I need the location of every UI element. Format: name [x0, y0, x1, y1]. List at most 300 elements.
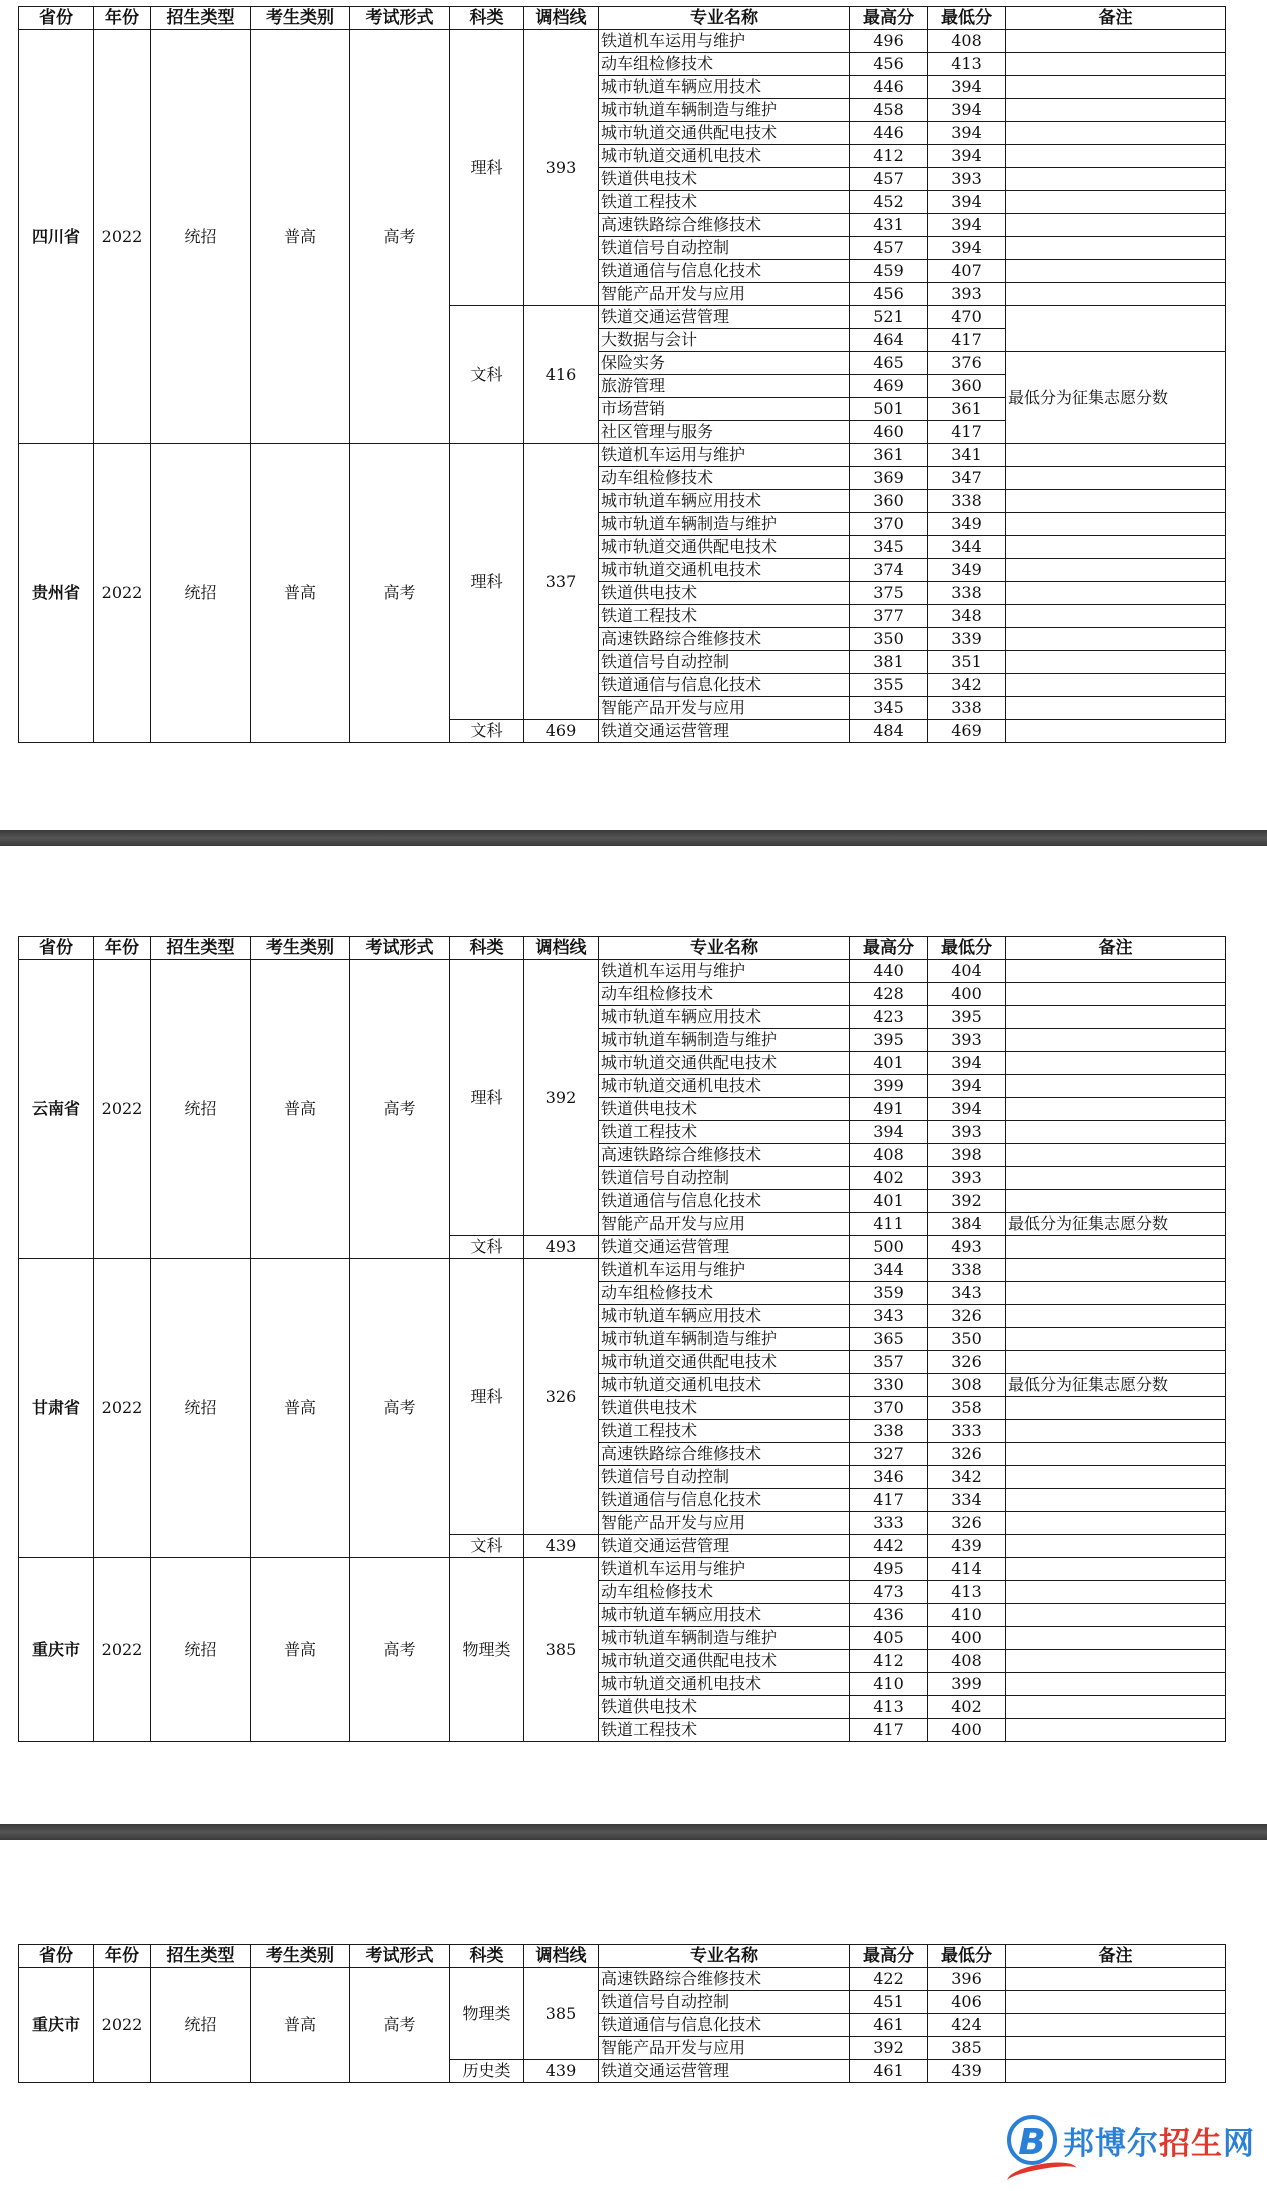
max-score-cell: 495	[850, 1558, 928, 1581]
note-cell	[1006, 1167, 1226, 1190]
min-score-cell: 349	[928, 513, 1006, 536]
admission-type-cell: 统招	[151, 960, 251, 1259]
watermark-text-blue: 邦博尔	[1063, 2125, 1159, 2162]
max-score-cell: 346	[850, 1466, 928, 1489]
min-score-cell: 400	[928, 1719, 1006, 1742]
major-name-cell: 铁道通信与信息化技术	[599, 1489, 850, 1512]
major-name-cell: 动车组检修技术	[599, 467, 850, 490]
major-name-cell: 智能产品开发与应用	[599, 697, 850, 720]
header-category: 考生类别	[251, 7, 350, 30]
major-name-cell: 城市轨道车辆应用技术	[599, 1006, 850, 1029]
cutoff-line-cell: 416	[524, 306, 599, 444]
major-name-cell: 智能产品开发与应用	[599, 283, 850, 306]
note-cell	[1006, 2060, 1226, 2083]
note-cell	[1006, 1052, 1226, 1075]
major-name-cell: 城市轨道交通供配电技术	[599, 1650, 850, 1673]
major-name-cell: 铁道交通运营管理	[599, 1535, 850, 1558]
note-cell	[1006, 1006, 1226, 1029]
province-cell: 云南省	[19, 960, 94, 1259]
header-exam: 考试形式	[350, 1945, 450, 1968]
note-cell	[1006, 1420, 1226, 1443]
major-name-cell: 高速铁路综合维修技术	[599, 1968, 850, 1991]
note-cell	[1006, 99, 1226, 122]
subject-cell: 物理类	[450, 1968, 524, 2060]
header-subject: 科类	[450, 7, 524, 30]
major-name-cell: 智能产品开发与应用	[599, 1512, 850, 1535]
min-score-cell: 394	[928, 237, 1006, 260]
major-name-cell: 城市轨道车辆制造与维护	[599, 1328, 850, 1351]
min-score-cell: 394	[928, 145, 1006, 168]
section-chongqing	[19, 1558, 1226, 1742]
header-note: 备注	[1006, 937, 1226, 960]
table-row	[19, 30, 1226, 53]
max-score-cell: 521	[850, 306, 928, 329]
header-line: 调档线	[524, 937, 599, 960]
note-cell	[1006, 1719, 1226, 1742]
header-max: 最高分	[850, 937, 928, 960]
min-score-cell: 406	[928, 1991, 1006, 2014]
major-name-cell: 城市轨道交通供配电技术	[599, 122, 850, 145]
max-score-cell: 338	[850, 1420, 928, 1443]
major-name-cell: 城市轨道车辆应用技术	[599, 490, 850, 513]
major-name-cell: 铁道交通运营管理	[599, 1236, 850, 1259]
section-yunnan	[19, 960, 1226, 1259]
note-cell	[1006, 237, 1226, 260]
major-name-cell: 铁道供电技术	[599, 1397, 850, 1420]
max-score-cell: 484	[850, 720, 928, 743]
min-score-cell: 493	[928, 1236, 1006, 1259]
header-exam: 考试形式	[350, 937, 450, 960]
cutoff-line-cell: 392	[524, 960, 599, 1236]
major-name-cell: 铁道通信与信息化技术	[599, 674, 850, 697]
major-name-cell: 社区管理与服务	[599, 421, 850, 444]
subject-cell: 文科	[450, 306, 524, 444]
min-score-cell: 407	[928, 260, 1006, 283]
page-1	[0, 0, 1267, 830]
max-score-cell: 500	[850, 1236, 928, 1259]
note-cell	[1006, 651, 1226, 674]
major-name-cell: 铁道工程技术	[599, 1719, 850, 1742]
max-score-cell: 395	[850, 1029, 928, 1052]
min-score-cell: 439	[928, 2060, 1006, 2083]
watermark-text-end: 网	[1223, 2125, 1255, 2162]
max-score-cell: 330	[850, 1374, 928, 1397]
major-name-cell: 城市轨道车辆制造与维护	[599, 513, 850, 536]
note-cell	[1006, 1968, 1226, 1991]
site-watermark	[1007, 2115, 1255, 2165]
table-row	[19, 1558, 1226, 1581]
cutoff-line-cell: 385	[524, 1558, 599, 1742]
major-name-cell: 铁道机车运用与维护	[599, 444, 850, 467]
max-score-cell: 410	[850, 1673, 928, 1696]
subject-cell: 理科	[450, 30, 524, 306]
note-cell	[1006, 1650, 1226, 1673]
min-score-cell: 342	[928, 1466, 1006, 1489]
header-min: 最低分	[928, 1945, 1006, 1968]
note-cell	[1006, 513, 1226, 536]
max-score-cell: 461	[850, 2060, 928, 2083]
major-name-cell: 智能产品开发与应用	[599, 2037, 850, 2060]
major-name-cell: 铁道交通运营管理	[599, 720, 850, 743]
note-cell	[1006, 444, 1226, 467]
exam-form-cell: 高考	[350, 30, 450, 444]
note-cell	[1006, 1305, 1226, 1328]
year-cell: 2022	[94, 444, 151, 743]
page-divider-2	[0, 1824, 1267, 1840]
header-major: 专业名称	[599, 7, 850, 30]
header-exam: 考试形式	[350, 7, 450, 30]
major-name-cell: 铁道信号自动控制	[599, 651, 850, 674]
major-name-cell: 铁道信号自动控制	[599, 1167, 850, 1190]
exam-form-cell: 高考	[350, 960, 450, 1259]
year-cell: 2022	[94, 960, 151, 1259]
major-name-cell: 铁道交通运营管理	[599, 306, 850, 329]
note-cell	[1006, 720, 1226, 743]
major-name-cell: 铁道信号自动控制	[599, 1466, 850, 1489]
min-score-cell: 326	[928, 1351, 1006, 1374]
max-score-cell: 446	[850, 76, 928, 99]
subject-cell: 物理类	[450, 1558, 524, 1742]
note-cell	[1006, 582, 1226, 605]
section-sichuan	[19, 30, 1226, 444]
note-cell	[1006, 1512, 1226, 1535]
major-name-cell: 保险实务	[599, 352, 850, 375]
note-cell	[1006, 983, 1226, 1006]
table-header-row	[19, 937, 1226, 960]
max-score-cell: 417	[850, 1489, 928, 1512]
max-score-cell: 412	[850, 1650, 928, 1673]
header-line: 调档线	[524, 7, 599, 30]
student-category-cell: 普高	[251, 1558, 350, 1742]
header-min: 最低分	[928, 937, 1006, 960]
subject-cell: 理科	[450, 444, 524, 720]
major-name-cell: 城市轨道车辆制造与维护	[599, 99, 850, 122]
note-cell	[1006, 2014, 1226, 2037]
note-cell	[1006, 1581, 1226, 1604]
table-header-row	[19, 1945, 1226, 1968]
max-score-cell: 501	[850, 398, 928, 421]
section-guizhou	[19, 444, 1226, 743]
min-score-cell: 393	[928, 1029, 1006, 1052]
max-score-cell: 381	[850, 651, 928, 674]
note-cell	[1006, 76, 1226, 99]
student-category-cell: 普高	[251, 960, 350, 1259]
major-name-cell: 铁道通信与信息化技术	[599, 1190, 850, 1213]
major-name-cell: 铁道供电技术	[599, 168, 850, 191]
min-score-cell: 326	[928, 1443, 1006, 1466]
min-score-cell: 344	[928, 536, 1006, 559]
table-row	[19, 1968, 1226, 1991]
major-name-cell: 铁道机车运用与维护	[599, 30, 850, 53]
header-min: 最低分	[928, 7, 1006, 30]
max-score-cell: 370	[850, 513, 928, 536]
max-score-cell: 442	[850, 1535, 928, 1558]
max-score-cell: 446	[850, 122, 928, 145]
min-score-cell: 408	[928, 1650, 1006, 1673]
admission-type-cell: 统招	[151, 1259, 251, 1558]
note-cell	[1006, 1144, 1226, 1167]
major-name-cell: 城市轨道交通供配电技术	[599, 536, 850, 559]
page-2	[0, 846, 1267, 1824]
min-score-cell: 341	[928, 444, 1006, 467]
watermark-text	[1063, 2118, 1255, 2163]
max-score-cell: 456	[850, 283, 928, 306]
note-cell	[1006, 628, 1226, 651]
min-score-cell: 394	[928, 99, 1006, 122]
note-cell	[1006, 145, 1226, 168]
major-name-cell: 铁道工程技术	[599, 605, 850, 628]
max-score-cell: 377	[850, 605, 928, 628]
note-cell	[1006, 1535, 1226, 1558]
max-score-cell: 399	[850, 1075, 928, 1098]
major-name-cell: 铁道交通运营管理	[599, 2060, 850, 2083]
note-cell	[1006, 490, 1226, 513]
cutoff-line-cell: 439	[524, 2060, 599, 2083]
max-score-cell: 360	[850, 490, 928, 513]
header-type: 招生类型	[151, 937, 251, 960]
admission-type-cell: 统招	[151, 1558, 251, 1742]
cutoff-line-cell: 439	[524, 1535, 599, 1558]
max-score-cell: 456	[850, 53, 928, 76]
major-name-cell: 大数据与会计	[599, 329, 850, 352]
header-major: 专业名称	[599, 937, 850, 960]
max-score-cell: 408	[850, 1144, 928, 1167]
note-cell: 最低分为征集志愿分数	[1006, 1374, 1226, 1397]
header-year: 年份	[94, 7, 151, 30]
header-note: 备注	[1006, 7, 1226, 30]
min-score-cell: 326	[928, 1512, 1006, 1535]
max-score-cell: 375	[850, 582, 928, 605]
major-name-cell: 城市轨道交通机电技术	[599, 145, 850, 168]
min-score-cell: 358	[928, 1397, 1006, 1420]
max-score-cell: 457	[850, 168, 928, 191]
min-score-cell: 384	[928, 1213, 1006, 1236]
major-name-cell: 动车组检修技术	[599, 1282, 850, 1305]
max-score-cell: 451	[850, 1991, 928, 2014]
min-score-cell: 399	[928, 1673, 1006, 1696]
year-cell: 2022	[94, 1968, 151, 2083]
min-score-cell: 404	[928, 960, 1006, 983]
max-score-cell: 401	[850, 1190, 928, 1213]
min-score-cell: 361	[928, 398, 1006, 421]
min-score-cell: 394	[928, 191, 1006, 214]
max-score-cell: 394	[850, 1121, 928, 1144]
min-score-cell: 400	[928, 1627, 1006, 1650]
max-score-cell: 428	[850, 983, 928, 1006]
header-year: 年份	[94, 1945, 151, 1968]
max-score-cell: 457	[850, 237, 928, 260]
min-score-cell: 417	[928, 421, 1006, 444]
note-cell	[1006, 1397, 1226, 1420]
note-cell	[1006, 1190, 1226, 1213]
major-name-cell: 城市轨道车辆制造与维护	[599, 1627, 850, 1650]
score-table-page-3	[18, 1944, 1226, 2083]
min-score-cell: 398	[928, 1144, 1006, 1167]
note-cell: 最低分为征集志愿分数	[1006, 1213, 1226, 1236]
header-province: 省份	[19, 7, 94, 30]
major-name-cell: 动车组检修技术	[599, 53, 850, 76]
major-name-cell: 高速铁路综合维修技术	[599, 214, 850, 237]
min-score-cell: 470	[928, 306, 1006, 329]
max-score-cell: 412	[850, 145, 928, 168]
header-max: 最高分	[850, 1945, 928, 1968]
header-type: 招生类型	[151, 1945, 251, 1968]
major-name-cell: 城市轨道交通供配电技术	[599, 1052, 850, 1075]
header-line: 调档线	[524, 1945, 599, 1968]
max-score-cell: 459	[850, 260, 928, 283]
note-cell	[1006, 1558, 1226, 1581]
watermark-swoosh-icon	[1006, 2158, 1079, 2191]
major-name-cell: 旅游管理	[599, 375, 850, 398]
major-name-cell: 城市轨道交通供配电技术	[599, 1351, 850, 1374]
max-score-cell: 458	[850, 99, 928, 122]
province-cell: 四川省	[19, 30, 94, 444]
max-score-cell: 460	[850, 421, 928, 444]
major-name-cell: 高速铁路综合维修技术	[599, 1443, 850, 1466]
min-score-cell: 424	[928, 2014, 1006, 2037]
max-score-cell: 327	[850, 1443, 928, 1466]
major-name-cell: 铁道机车运用与维护	[599, 1259, 850, 1282]
exam-form-cell: 高考	[350, 1259, 450, 1558]
subject-cell: 文科	[450, 1535, 524, 1558]
min-score-cell: 326	[928, 1305, 1006, 1328]
note-cell	[1006, 674, 1226, 697]
note-cell	[1006, 1466, 1226, 1489]
header-province: 省份	[19, 1945, 94, 1968]
header-major: 专业名称	[599, 1945, 850, 1968]
note-cell	[1006, 1351, 1226, 1374]
min-score-cell: 394	[928, 122, 1006, 145]
subject-cell: 文科	[450, 1236, 524, 1259]
table-row	[19, 960, 1226, 983]
max-score-cell: 345	[850, 536, 928, 559]
min-score-cell: 417	[928, 329, 1006, 352]
cutoff-line-cell: 393	[524, 30, 599, 306]
max-score-cell: 422	[850, 1968, 928, 1991]
major-name-cell: 铁道通信与信息化技术	[599, 260, 850, 283]
max-score-cell: 401	[850, 1052, 928, 1075]
min-score-cell: 408	[928, 30, 1006, 53]
min-score-cell: 342	[928, 674, 1006, 697]
max-score-cell: 440	[850, 960, 928, 983]
student-category-cell: 普高	[251, 30, 350, 444]
note-cell	[1006, 283, 1226, 306]
max-score-cell: 344	[850, 1259, 928, 1282]
note-cell	[1006, 1098, 1226, 1121]
major-name-cell: 城市轨道交通机电技术	[599, 1673, 850, 1696]
section-gansu	[19, 1259, 1226, 1558]
page-divider-1	[0, 830, 1267, 846]
max-score-cell: 333	[850, 1512, 928, 1535]
min-score-cell: 349	[928, 559, 1006, 582]
province-cell: 贵州省	[19, 444, 94, 743]
subject-cell: 历史类	[450, 2060, 524, 2083]
major-name-cell: 铁道信号自动控制	[599, 237, 850, 260]
major-name-cell: 铁道机车运用与维护	[599, 960, 850, 983]
major-name-cell: 智能产品开发与应用	[599, 1213, 850, 1236]
note-cell	[1006, 214, 1226, 237]
min-score-cell: 334	[928, 1489, 1006, 1512]
max-score-cell: 411	[850, 1213, 928, 1236]
min-score-cell: 394	[928, 1075, 1006, 1098]
min-score-cell: 333	[928, 1420, 1006, 1443]
header-category: 考生类别	[251, 1945, 350, 1968]
major-name-cell: 铁道工程技术	[599, 1420, 850, 1443]
note-cell	[1006, 1991, 1226, 2014]
header-subject: 科类	[450, 1945, 524, 1968]
note-cell	[1006, 960, 1226, 983]
year-cell: 2022	[94, 1558, 151, 1742]
max-score-cell: 355	[850, 674, 928, 697]
note-cell	[1006, 1121, 1226, 1144]
subject-cell: 理科	[450, 1259, 524, 1535]
note-cell	[1006, 122, 1226, 145]
max-score-cell: 357	[850, 1351, 928, 1374]
min-score-cell: 396	[928, 1968, 1006, 1991]
min-score-cell: 347	[928, 467, 1006, 490]
min-score-cell: 402	[928, 1696, 1006, 1719]
note-cell	[1006, 536, 1226, 559]
min-score-cell: 394	[928, 76, 1006, 99]
min-score-cell: 414	[928, 1558, 1006, 1581]
watermark-text-red: 招生	[1159, 2125, 1223, 2162]
header-max: 最高分	[850, 7, 928, 30]
header-subject: 科类	[450, 937, 524, 960]
note-cell	[1006, 1029, 1226, 1052]
min-score-cell: 393	[928, 283, 1006, 306]
min-score-cell: 469	[928, 720, 1006, 743]
major-name-cell: 城市轨道交通机电技术	[599, 1374, 850, 1397]
table-row	[19, 444, 1226, 467]
province-cell: 甘肃省	[19, 1259, 94, 1558]
major-name-cell: 铁道机车运用与维护	[599, 1558, 850, 1581]
header-province: 省份	[19, 937, 94, 960]
max-score-cell: 469	[850, 375, 928, 398]
student-category-cell: 普高	[251, 1968, 350, 2083]
exam-form-cell: 高考	[350, 1558, 450, 1742]
min-score-cell: 395	[928, 1006, 1006, 1029]
note-cell	[1006, 559, 1226, 582]
min-score-cell: 392	[928, 1190, 1006, 1213]
min-score-cell: 393	[928, 1167, 1006, 1190]
note-cell: 最低分为征集志愿分数	[1006, 352, 1226, 444]
major-name-cell: 铁道工程技术	[599, 1121, 850, 1144]
max-score-cell: 417	[850, 1719, 928, 1742]
subject-cell: 文科	[450, 720, 524, 743]
table-header-row	[19, 7, 1226, 30]
max-score-cell: 361	[850, 444, 928, 467]
cutoff-line-cell: 326	[524, 1259, 599, 1535]
max-score-cell: 413	[850, 1696, 928, 1719]
cutoff-line-cell: 385	[524, 1968, 599, 2060]
min-score-cell: 338	[928, 490, 1006, 513]
min-score-cell: 350	[928, 1328, 1006, 1351]
admission-type-cell: 统招	[151, 444, 251, 743]
note-cell	[1006, 1328, 1226, 1351]
min-score-cell: 393	[928, 1121, 1006, 1144]
min-score-cell: 376	[928, 352, 1006, 375]
max-score-cell: 405	[850, 1627, 928, 1650]
score-table-page-2	[18, 936, 1226, 1742]
min-score-cell: 413	[928, 53, 1006, 76]
major-name-cell: 高速铁路综合维修技术	[599, 1144, 850, 1167]
note-cell	[1006, 1075, 1226, 1098]
min-score-cell: 360	[928, 375, 1006, 398]
max-score-cell: 359	[850, 1282, 928, 1305]
note-cell	[1006, 467, 1226, 490]
major-name-cell: 城市轨道车辆应用技术	[599, 76, 850, 99]
note-cell	[1006, 30, 1226, 53]
